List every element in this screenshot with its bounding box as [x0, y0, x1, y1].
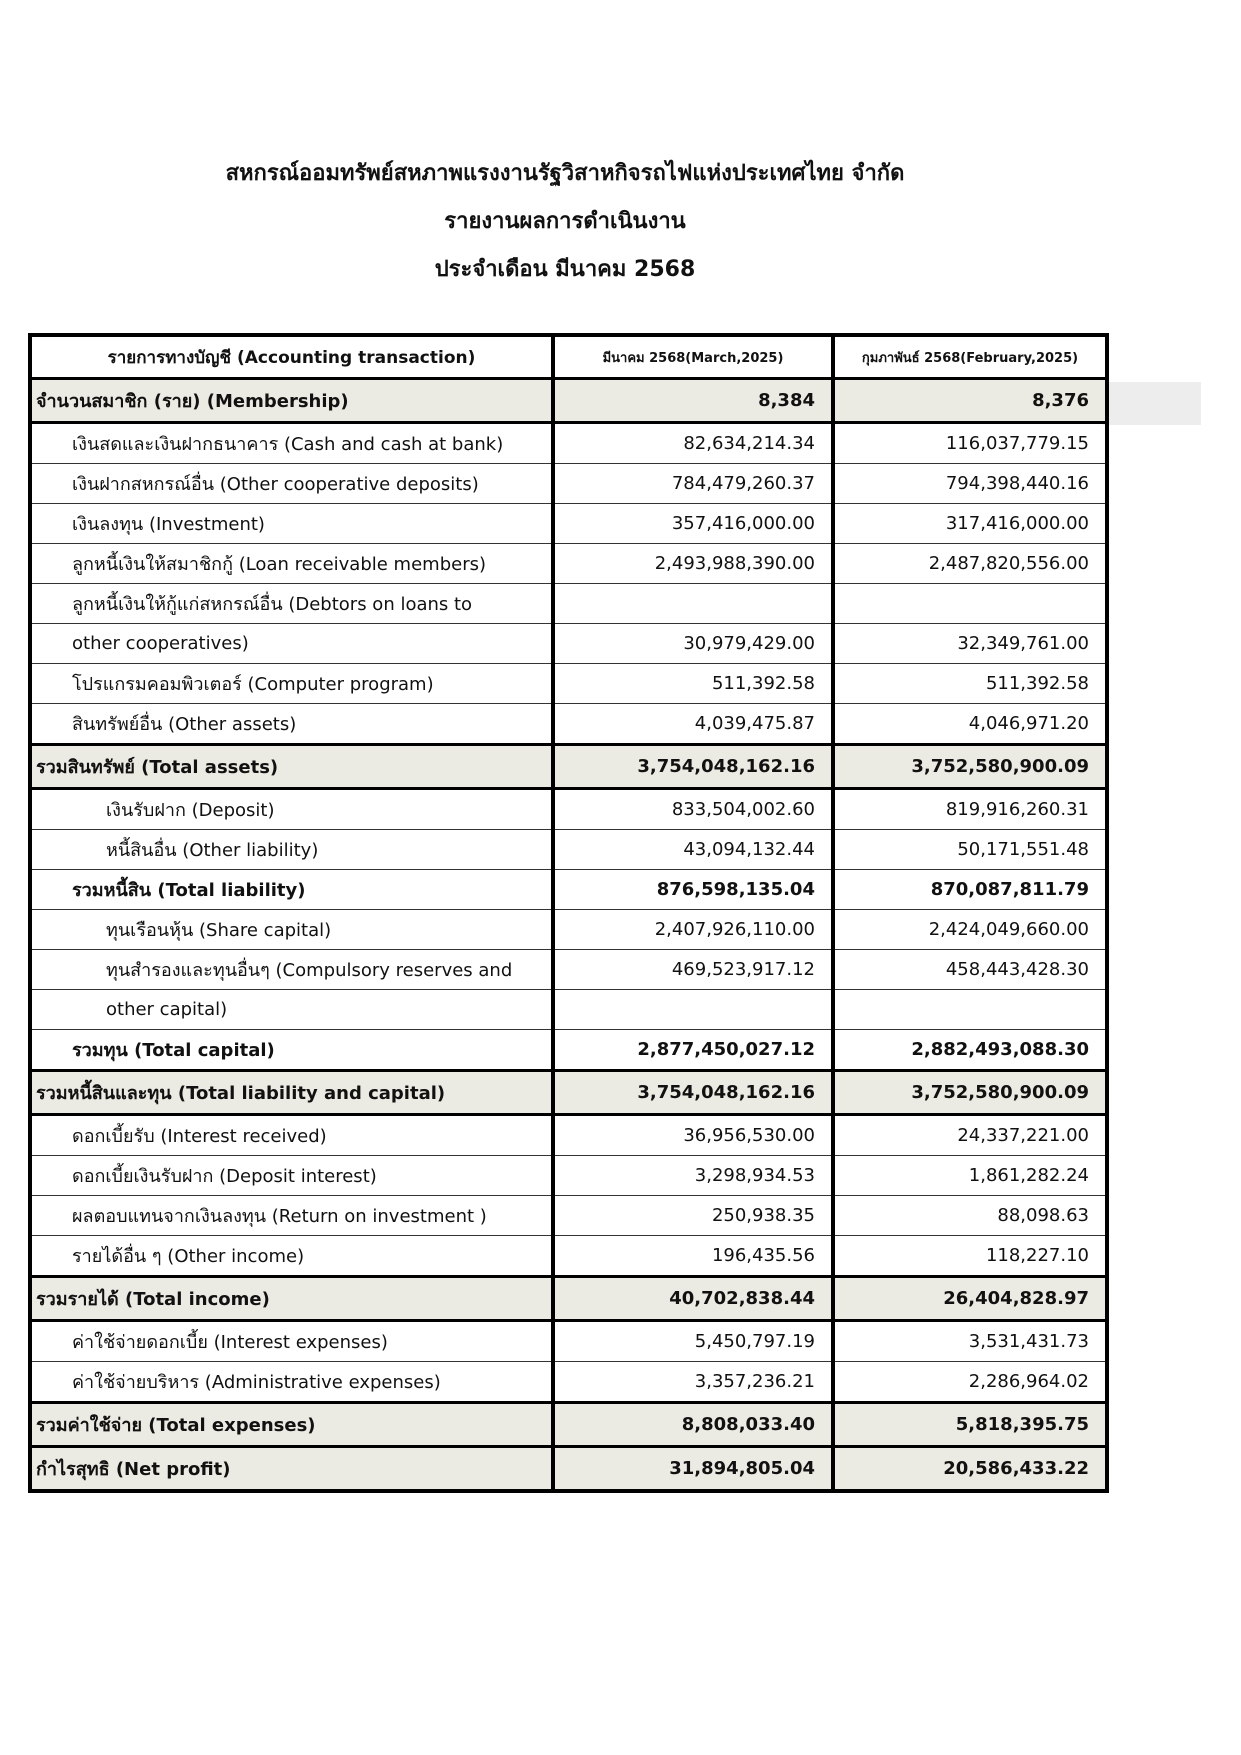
row-debtors-cooperatives-line1	[30, 584, 1107, 624]
row-label: ทุนสำรองและทุนอื่นๆ (Compulsory reserves and	[30, 950, 553, 990]
value-february: 1,861,282.24	[833, 1156, 1107, 1196]
row-label: รวมสินทรัพย์ (Total assets)	[30, 745, 553, 789]
row-label: ดอกเบี้ยรับ (Interest received)	[30, 1115, 553, 1156]
value-march: 30,979,429.00	[553, 624, 833, 664]
value-february: 870,087,811.79	[833, 870, 1107, 910]
row-interest-expenses	[30, 1321, 1107, 1362]
value-march: 2,407,926,110.00	[553, 910, 833, 950]
value-february: 32,349,761.00	[833, 624, 1107, 664]
row-label: จำนวนสมาชิก (ราย) (Membership)	[30, 379, 553, 423]
cooperative-name: สหกรณ์ออมทรัพย์สหภาพแรงงานรัฐวิสาหกิจรถไฟแห่งประเทศไทย จำกัด	[225, 161, 905, 186]
row-investment	[30, 504, 1107, 544]
header-february-2025: กุมภาพันธ์ 2568(February,2025)	[833, 335, 1107, 379]
row-computer-program	[30, 664, 1107, 704]
row-cooperative-deposits	[30, 464, 1107, 504]
value-february: 2,424,049,660.00	[833, 910, 1107, 950]
value-march: 2,877,450,027.12	[553, 1030, 833, 1071]
value-february: 26,404,828.97	[833, 1277, 1107, 1321]
value-march: 31,894,805.04	[553, 1447, 833, 1492]
row-membership	[30, 379, 1107, 423]
row-label: other cooperatives)	[30, 624, 553, 664]
row-label: รวมค่าใช้จ่าย (Total expenses)	[30, 1403, 553, 1447]
row-label: other capital)	[30, 990, 553, 1030]
value-march: 196,435.56	[553, 1236, 833, 1277]
row-label: ลูกหนี้เงินให้กู้แก่สหกรณ์อื่น (Debtors on loans to	[30, 584, 553, 624]
row-label: รวมหนี้สินและทุน (Total liability and capital)	[30, 1071, 553, 1115]
row-other-income	[30, 1236, 1107, 1277]
row-total-expenses	[30, 1403, 1107, 1447]
value-march: 3,754,048,162.16	[553, 1071, 833, 1115]
value-march: 2,493,988,390.00	[553, 544, 833, 584]
value-february: 8,376	[833, 379, 1107, 423]
value-february: 3,752,580,900.09	[833, 1071, 1107, 1115]
row-debtors-cooperatives-line2	[30, 624, 1107, 664]
value-march: 469,523,917.12	[553, 950, 833, 990]
row-label: กำไรสุทธิ (Net profit)	[30, 1447, 553, 1492]
row-label: รายได้อื่น ๆ (Other income)	[30, 1236, 553, 1277]
row-label: รวมรายได้ (Total income)	[30, 1277, 553, 1321]
value-march: 833,504,002.60	[553, 789, 833, 830]
row-reserves-line1	[30, 950, 1107, 990]
row-label: เงินสดและเงินฝากธนาคาร (Cash and cash at bank)	[30, 423, 553, 464]
row-label: ค่าใช้จ่ายดอกเบี้ย (Interest expenses)	[30, 1321, 553, 1362]
value-february: 2,882,493,088.30	[833, 1030, 1107, 1071]
row-label: โปรแกรมคอมพิวเตอร์ (Computer program)	[30, 664, 553, 704]
row-total-income	[30, 1277, 1107, 1321]
row-total-assets	[30, 745, 1107, 789]
row-label: ผลตอบแทนจากเงินลงทุน (Return on investment )	[30, 1196, 553, 1236]
report-title: รายงานผลการดำเนินงาน	[444, 209, 686, 234]
row-deposit	[30, 789, 1107, 830]
value-march: 250,938.35	[553, 1196, 833, 1236]
value-march: 43,094,132.44	[553, 830, 833, 870]
row-reserves-line2	[30, 990, 1107, 1030]
row-label: ดอกเบี้ยเงินรับฝาก (Deposit interest)	[30, 1156, 553, 1196]
value-february: 116,037,779.15	[833, 423, 1107, 464]
value-march	[553, 990, 833, 1030]
row-share-capital	[30, 910, 1107, 950]
value-february: 511,392.58	[833, 664, 1107, 704]
value-march: 36,956,530.00	[553, 1115, 833, 1156]
value-february	[833, 990, 1107, 1030]
value-march: 4,039,475.87	[553, 704, 833, 745]
row-label: เงินลงทุน (Investment)	[30, 504, 553, 544]
row-label: สินทรัพย์อื่น (Other assets)	[30, 704, 553, 745]
row-administrative-expenses	[30, 1362, 1107, 1403]
value-february: 458,443,428.30	[833, 950, 1107, 990]
row-label: หนี้สินอื่น (Other liability)	[30, 830, 553, 870]
row-label: ลูกหนี้เงินให้สมาชิกกู้ (Loan receivable members)	[30, 544, 553, 584]
row-total-liability-and-capital	[30, 1071, 1107, 1115]
value-february: 819,916,260.31	[833, 789, 1107, 830]
value-march: 82,634,214.34	[553, 423, 833, 464]
header-march-2025: มีนาคม 2568(March,2025)	[553, 335, 833, 379]
value-february: 2,286,964.02	[833, 1362, 1107, 1403]
row-return-on-investment	[30, 1196, 1107, 1236]
membership-row-shade-extension	[1103, 382, 1201, 425]
header-accounting-transaction: รายการทางบัญชี (Accounting transaction)	[30, 335, 553, 379]
value-february: 3,752,580,900.09	[833, 745, 1107, 789]
value-march: 876,598,135.04	[553, 870, 833, 910]
row-label: ค่าใช้จ่ายบริหาร (Administrative expenses)	[30, 1362, 553, 1403]
value-february: 20,586,433.22	[833, 1447, 1107, 1492]
row-total-liability	[30, 870, 1107, 910]
value-march: 8,808,033.40	[553, 1403, 833, 1447]
value-march: 357,416,000.00	[553, 504, 833, 544]
value-march: 3,357,236.21	[553, 1362, 833, 1403]
row-net-profit	[30, 1447, 1107, 1492]
report-period: ประจำเดือน มีนาคม 2568	[434, 257, 696, 282]
row-label: ทุนเรือนหุ้น (Share capital)	[30, 910, 553, 950]
row-other-assets	[30, 704, 1107, 745]
value-february: 5,818,395.75	[833, 1403, 1107, 1447]
row-label: เงินฝากสหกรณ์อื่น (Other cooperative deposits)	[30, 464, 553, 504]
row-loan-members	[30, 544, 1107, 584]
value-february: 794,398,440.16	[833, 464, 1107, 504]
row-cash	[30, 423, 1107, 464]
value-february: 2,487,820,556.00	[833, 544, 1107, 584]
value-march: 511,392.58	[553, 664, 833, 704]
row-other-liability	[30, 830, 1107, 870]
value-march: 5,450,797.19	[553, 1321, 833, 1362]
financial-table	[28, 333, 1109, 1493]
value-february: 88,098.63	[833, 1196, 1107, 1236]
value-february: 4,046,971.20	[833, 704, 1107, 745]
row-label: รวมหนี้สิน (Total liability)	[30, 870, 553, 910]
value-march: 40,702,838.44	[553, 1277, 833, 1321]
value-march: 784,479,260.37	[553, 464, 833, 504]
report-header	[0, 150, 1130, 294]
value-march	[553, 584, 833, 624]
row-label: รวมทุน (Total capital)	[30, 1030, 553, 1071]
row-deposit-interest	[30, 1156, 1107, 1196]
row-label: เงินรับฝาก (Deposit)	[30, 789, 553, 830]
row-interest-received	[30, 1115, 1107, 1156]
row-total-capital	[30, 1030, 1107, 1071]
value-february: 317,416,000.00	[833, 504, 1107, 544]
value-march: 3,754,048,162.16	[553, 745, 833, 789]
value-february: 24,337,221.00	[833, 1115, 1107, 1156]
value-february: 3,531,431.73	[833, 1321, 1107, 1362]
value-february	[833, 584, 1107, 624]
table-header-row	[30, 335, 1107, 379]
value-february: 118,227.10	[833, 1236, 1107, 1277]
value-march: 3,298,934.53	[553, 1156, 833, 1196]
value-march: 8,384	[553, 379, 833, 423]
value-february: 50,171,551.48	[833, 830, 1107, 870]
